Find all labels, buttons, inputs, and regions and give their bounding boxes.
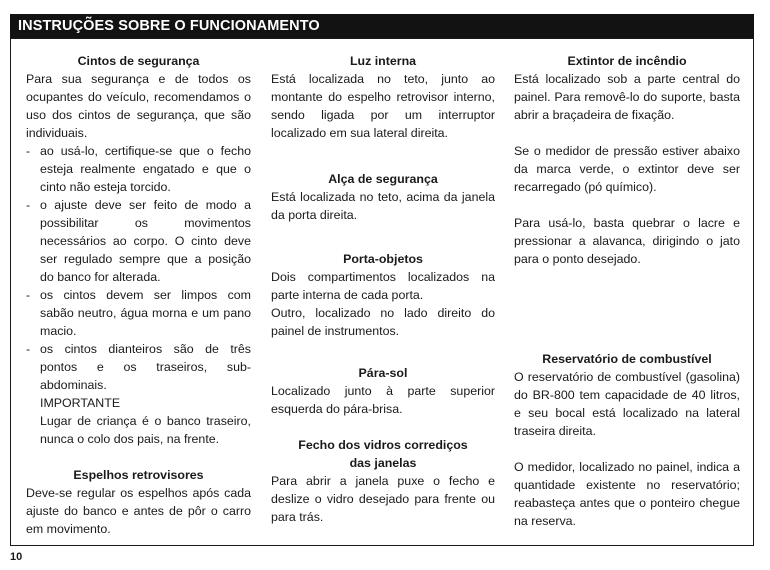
column-right (514, 52, 740, 530)
safety-handle-text: Está localizada no teto, acima da janela da porta direita. (271, 190, 495, 222)
section-title-window-latch-2: das janelas (349, 456, 417, 470)
section-title-mirrors: Espelhos retrovisores (73, 468, 204, 482)
window-latch-text: Para abrir a janela puxe o fecho e deslize o vidro desejado para frente ou para trás. (271, 474, 495, 524)
seat-belts-list (26, 142, 251, 394)
section-interior-light (271, 52, 495, 142)
section-mirrors (26, 466, 251, 538)
section-window-latch (271, 436, 495, 526)
section-sun-visor (271, 364, 495, 418)
fuel-tank-text-1: O reservatório de combustível (gasolina) do BR-800 tem capacidade de 40 litros, e seu bocal está localizado na lateral traseira direita. (514, 370, 740, 438)
section-title-fuel-tank: Reservatório de combustível (542, 352, 712, 366)
page-title: INSTRUÇÕES SOBRE O FUNCIONAMENTO (18, 18, 320, 34)
storage-text-1: Dois compartimentos localizados na parte interna de cada porta. (271, 270, 495, 302)
section-title-window-latch-1: Fecho dos vidros corrediços (298, 438, 468, 452)
section-title-storage: Porta-objetos (343, 252, 423, 266)
storage-text-2: Outro, localizado no lado direito do painel de instrumentos. (271, 306, 495, 338)
section-extinguisher (514, 52, 740, 268)
section-safety-handle (271, 170, 495, 224)
important-label: IMPORTANTE (40, 396, 121, 410)
important-text: Lugar de criança é o banco traseiro, nunca o colo dos pais, na frente. (40, 414, 251, 446)
list-item: - o ajuste deve ser feito de modo a possibilitar os movimentos necessários ao corpo. O cinto deve ser regulado sempre que a posição do banco for alterada. (26, 198, 251, 284)
section-seat-belts (26, 52, 251, 448)
list-item: - ao usá-lo, certifique-se que o fecho esteja realmente engatado e que o cinto não esteja torcido. (26, 144, 251, 194)
extinguisher-text-1: Está localizado sob a parte central do painel. Para removê-lo do suporte, basta abrir a braçadeira de fixação. (514, 72, 740, 122)
fuel-tank-text-2: O medidor, localizado no painel, indica a quantidade existente no reservatório; reabasteça antes que o ponteiro chegue na reserva. (514, 460, 740, 528)
page-number: 10 (10, 551, 23, 563)
column-middle (271, 52, 495, 526)
seat-belts-intro: Para sua segurança e de todos os ocupantes do veículo, recomendamos o uso dos cintos de segurança, que são individuais. (26, 72, 251, 140)
sun-visor-text: Localizado junto à parte superior esquerda do pára-brisa. (271, 384, 495, 416)
section-fuel-tank (514, 350, 740, 530)
section-title-extinguisher: Extintor de incêndio (567, 54, 687, 68)
section-storage (271, 250, 495, 340)
section-title-sun-visor: Pára-sol (358, 366, 408, 380)
interior-light-text: Está localizada no teto, junto ao montante do espelho retrovisor interno, sendo ligada por um interruptor localizado em sua lateral direita. (271, 72, 495, 140)
section-title-seat-belts: Cintos de segurança (77, 54, 200, 68)
extinguisher-text-2: Se o medidor de pressão estiver abaixo da marca verde, o extintor deve ser recarregado (pó químico). (514, 144, 740, 194)
mirrors-text: Deve-se regular os espelhos após cada ajuste do banco e antes de pôr o carro em movimento. (26, 486, 251, 536)
list-item: - os cintos devem ser limpos com sabão neutro, água morna e um pano macio. (26, 288, 251, 338)
section-title-safety-handle: Alça de segurança (328, 172, 438, 186)
page-header (10, 14, 754, 38)
section-title-interior-light: Luz interna (349, 54, 417, 68)
list-item: - os cintos dianteiros são de três pontos e os traseiros, sub-abdominais. (26, 342, 251, 392)
column-left (26, 52, 251, 538)
extinguisher-text-3: Para usá-lo, basta quebrar o lacre e pressionar a alavanca, dirigindo o jato para o ponto desejado. (514, 216, 740, 266)
